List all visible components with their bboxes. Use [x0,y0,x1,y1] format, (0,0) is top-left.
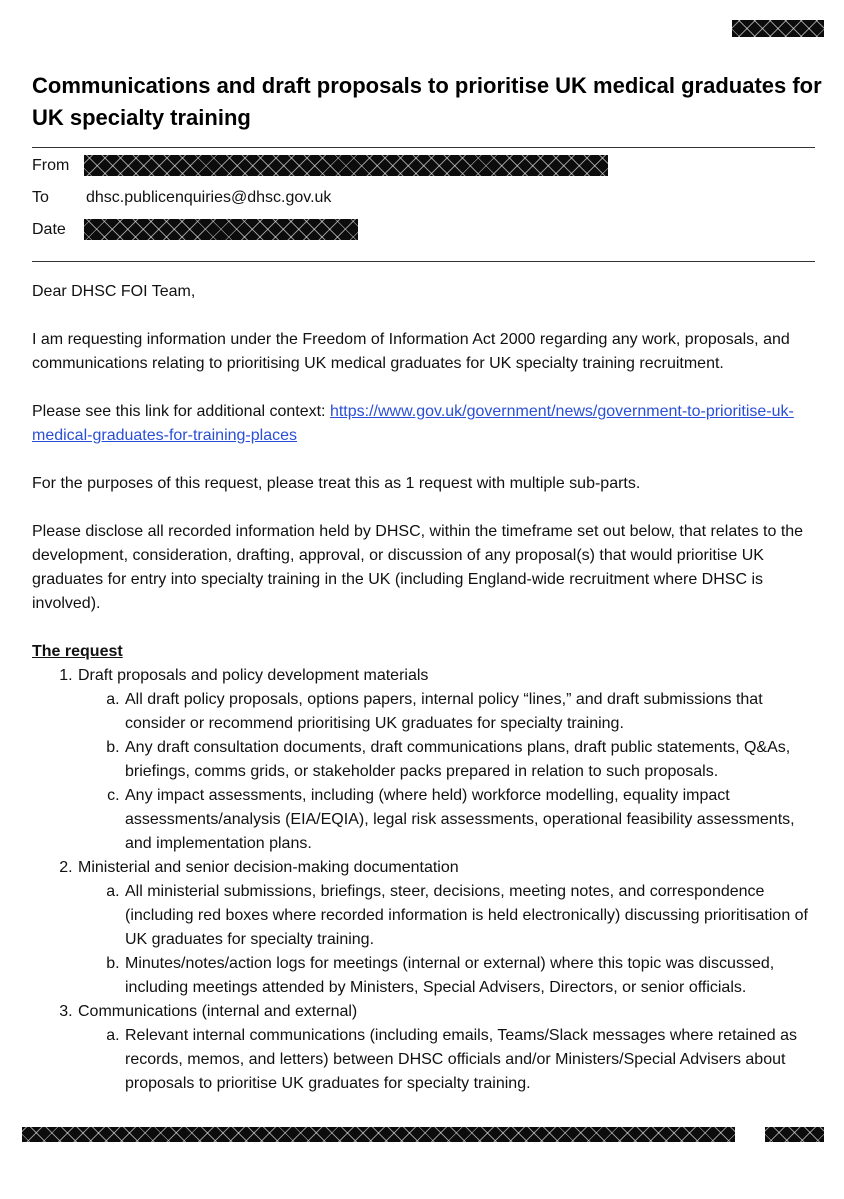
redaction-top-right [732,20,824,37]
disclose-paragraph: Please disclose all recorded information held by DHSC, within the timeframe set out below, that relates to the development, consideration, drafting, approval, or discussion of any proposal(s) that would prioritise UK graduates for entry into specialty training in the UK (including England-wide recruitment where DHSC is involved). [32,523,804,612]
request-subitem: a. Relevant internal communications (including emails, Teams/Slack messages where retained as records, memos, and letters) between DHSC officials and/or Ministers/Special Advisers about proposals to prioritise UK graduates for specialty training. [124,1024,822,1096]
request-sublist [78,688,822,856]
letter-body [32,280,822,1096]
redaction-bottom-left [22,1127,735,1142]
request-item [77,1000,822,1096]
intro-paragraph: I am requesting information under the Freedom of Information Act 2000 regarding any work, proposals, and communications relating to prioritising UK medical graduates for UK specialty training recruitment. [32,331,790,372]
request-sublist [78,880,822,1000]
context-paragraph [32,400,822,448]
from-label: From [32,157,70,174]
to-label: To [32,189,49,206]
request-item [77,856,822,1000]
request-list [32,664,822,1096]
greeting: Dear DHSC FOI Team, [32,283,196,300]
request-subitem: b. Minutes/notes/action logs for meetings (internal or external) where this topic was discussed, including meetings attended by Ministers, Special Advisers, Directors, or senior officials. [124,952,822,1000]
date-redaction [84,219,358,240]
date-label: Date [32,221,66,238]
request-item-label: Ministerial and senior decision-making documentation [78,859,459,876]
request-subitem: a. All ministerial submissions, briefings, steer, decisions, meeting notes, and correspondence (including red boxes where recorded information is held electronically) discussing prioritisation of UK graduates for specialty training. [124,880,822,952]
to-value: dhsc.publicenquiries@dhsc.gov.uk [86,189,332,206]
context-link[interactable]: https://www.gov.uk/government/news/government-to-prioritise-uk-medical-graduates-for-training-places [32,403,794,444]
request-item [77,664,822,856]
request-subitem: c. Any impact assessments, including (where held) workforce modelling, equality impact assessments/analysis (EIA/EQIA), legal risk assessments, operational feasibility assessments, and implementation plans. [124,784,822,856]
request-item-label: Communications (internal and external) [78,1003,358,1020]
divider-header [32,261,815,262]
request-subitem: b. Any draft consultation documents, draft communications plans, draft public statements, Q&As, briefings, comms grids, or stakeholder packs prepared in relation to such proposals. [124,736,822,784]
divider-top [32,147,815,148]
from-redaction [84,155,608,176]
page-title: Communications and draft proposals to prioritise UK medical graduates for UK specialty training [32,73,822,130]
request-subitem: a. All draft policy proposals, options papers, internal policy “lines,” and draft submissions that consider or recommend prioritising UK graduates for specialty training. [124,688,822,736]
request-sublist [78,1024,822,1096]
request-heading: The request [32,643,123,660]
context-text: Please see this link for additional context: [32,403,330,420]
redaction-bottom-right [765,1127,824,1142]
purposes-paragraph: For the purposes of this request, please treat this as 1 request with multiple sub-parts. [32,475,641,492]
request-item-label: Draft proposals and policy development materials [78,667,429,684]
